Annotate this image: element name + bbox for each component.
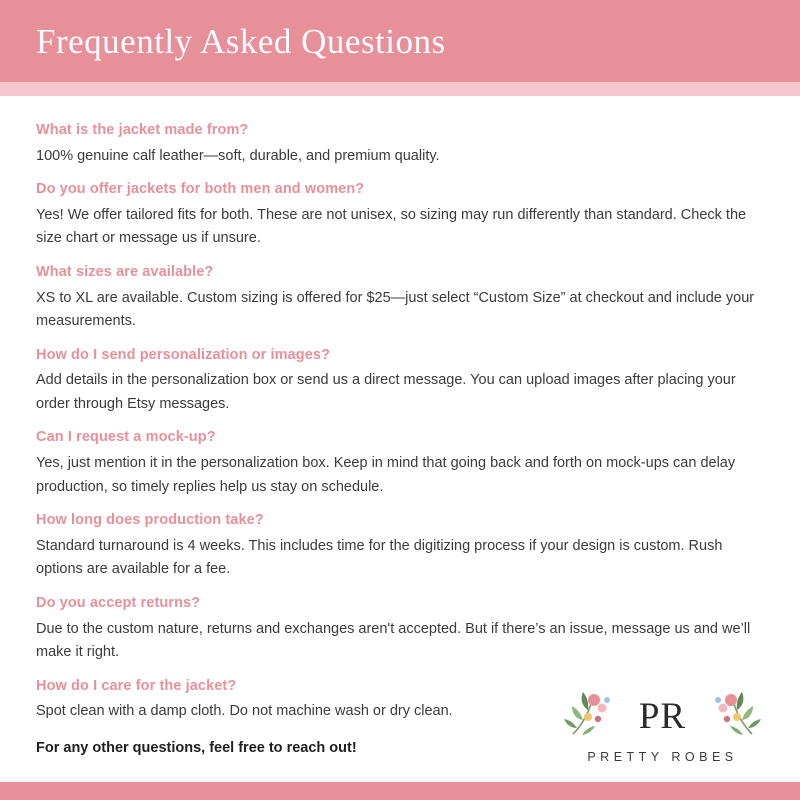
faq-answer: 100% genuine calf leather—soft, durable, and premium quality. bbox=[36, 147, 440, 164]
faq-answer: Spot clean with a damp cloth. Do not machine wash or dry clean. bbox=[36, 703, 453, 720]
page-title: Frequently Asked Questions bbox=[36, 21, 446, 61]
brand-logo bbox=[555, 690, 770, 764]
floral-sprig-icon bbox=[561, 688, 623, 740]
faq-question: What sizes are available? bbox=[36, 263, 214, 280]
closing-note: For any other questions, feel free to reach out! bbox=[36, 739, 357, 756]
faq-question: How long does production take? bbox=[36, 512, 264, 529]
page-header bbox=[0, 0, 800, 82]
floral-sprig-icon bbox=[702, 688, 764, 740]
faq-question: How do I send personalization or images? bbox=[36, 346, 331, 363]
faq-item bbox=[36, 427, 764, 499]
page-footer bbox=[0, 690, 800, 800]
faq-question: Can I request a mock-up? bbox=[36, 429, 216, 446]
brand-name: PRETTY ROBES bbox=[587, 750, 738, 764]
brand-initials: PR bbox=[638, 695, 687, 737]
faq-item bbox=[36, 345, 764, 417]
faq-answer: Yes! We offer tailored fits for both. These are not unisex, so sizing may run differently than standard. Check the size chart or message us if unsure. bbox=[36, 206, 747, 247]
header-accent-bar bbox=[0, 82, 800, 96]
faq-item bbox=[36, 262, 764, 334]
faq-question: What is the jacket made from? bbox=[36, 122, 249, 138]
faq-item bbox=[36, 179, 764, 251]
faq-answer: Due to the custom nature, returns and exchanges aren't accepted. But if there’s an issue, message us and we’ll make it right. bbox=[36, 620, 751, 661]
faq-answer: XS to XL are available. Custom sizing is offered for $25—just select “Custom Size” at checkout and include your measurements. bbox=[36, 289, 755, 330]
faq-question: Do you offer jackets for both men and women? bbox=[36, 181, 365, 198]
footer-accent-bar bbox=[0, 782, 800, 800]
faq-answer: Add details in the personalization box or send us a direct message. You can upload images after placing your order through Etsy messages. bbox=[36, 372, 736, 412]
faq-question: How do I care for the jacket? bbox=[36, 677, 237, 694]
faq-answer: Standard turnaround is 4 weeks. This includes time for the digitizing process if your design is custom. Rush options are available for a fee. bbox=[36, 537, 723, 578]
faq-item bbox=[36, 593, 764, 665]
faq-answer: Yes, just mention it in the personalization box. Keep in mind that going back and forth on mock-ups can delay production, so timely replies help us stay on schedule. bbox=[36, 455, 736, 495]
faq-item bbox=[36, 120, 764, 168]
faq-item bbox=[36, 510, 764, 582]
faq-list bbox=[0, 96, 800, 756]
faq-question: Do you accept returns? bbox=[36, 594, 201, 611]
